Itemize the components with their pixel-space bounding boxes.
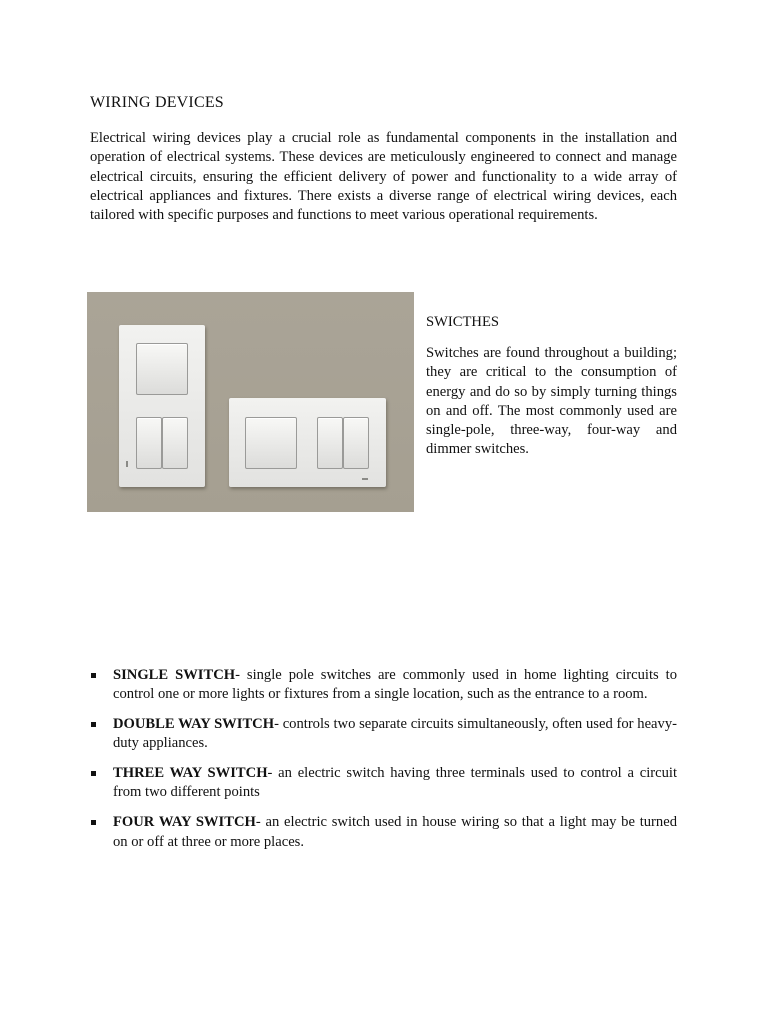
double-rocker-right bbox=[343, 417, 369, 469]
switch-term: THREE WAY SWITCH bbox=[113, 765, 268, 782]
intro-paragraph: Electrical wiring devices play a crucial role as fundamental components in the installation and operation of electrical systems. These devices are meticulously engineered to connect and manage electrical circuits, ensuring the efficient delivery of power and functionality to a wide array of electrical appliances and fixtures. There exists a diverse range of electrical wiring devices, each tailored with specific purposes and functions to meet various operational requirements. bbox=[90, 130, 677, 224]
switch-description: - controls two separate circuits simultaneously, often used for heavy-duty appliances. bbox=[113, 716, 677, 752]
switch-description: - an electric switch having three terminals used to control a circuit from two different points bbox=[113, 765, 678, 801]
list-item bbox=[90, 764, 677, 803]
page-title: WIRING DEVICES bbox=[90, 94, 224, 111]
double-rocker-left bbox=[136, 417, 162, 469]
square-bullet-icon bbox=[91, 820, 96, 825]
switch-types-list bbox=[90, 666, 677, 862]
square-bullet-icon bbox=[91, 673, 96, 678]
list-item bbox=[90, 666, 677, 705]
horizontal-switch-plate bbox=[229, 398, 386, 487]
switch-description: - an electric switch used in house wiring so that a light may be turned on or off at three or more places. bbox=[113, 814, 677, 850]
switches-description: Switches are found throughout a building; they are critical to the consumption of energy and do so by simply turning things on and off. The most commonly used are single-pole, three-way, four-way and dimmer switches. bbox=[426, 345, 677, 458]
vertical-switch-plate bbox=[119, 325, 205, 487]
list-item bbox=[90, 813, 677, 852]
switch-term: FOUR WAY SWITCH bbox=[113, 814, 256, 831]
double-rocker-left bbox=[317, 417, 343, 469]
switches-heading: SWICTHES bbox=[426, 314, 499, 330]
switch-description: - single pole switches are commonly used in home lighting circuits to control one or more lights or fixtures from a single location, such as the entrance to a room. bbox=[113, 667, 677, 703]
switch-term: SINGLE SWITCH bbox=[113, 667, 236, 683]
indicator-led bbox=[126, 461, 128, 467]
square-bullet-icon bbox=[91, 722, 96, 727]
wide-rocker-switch bbox=[245, 417, 297, 469]
square-bullet-icon bbox=[91, 771, 96, 776]
list-item bbox=[90, 715, 677, 754]
switches-photo bbox=[87, 292, 414, 512]
single-rocker-switch bbox=[136, 343, 188, 395]
switch-term: DOUBLE WAY SWITCH bbox=[113, 716, 275, 733]
brand-mark bbox=[362, 478, 368, 480]
double-rocker-right bbox=[162, 417, 188, 469]
